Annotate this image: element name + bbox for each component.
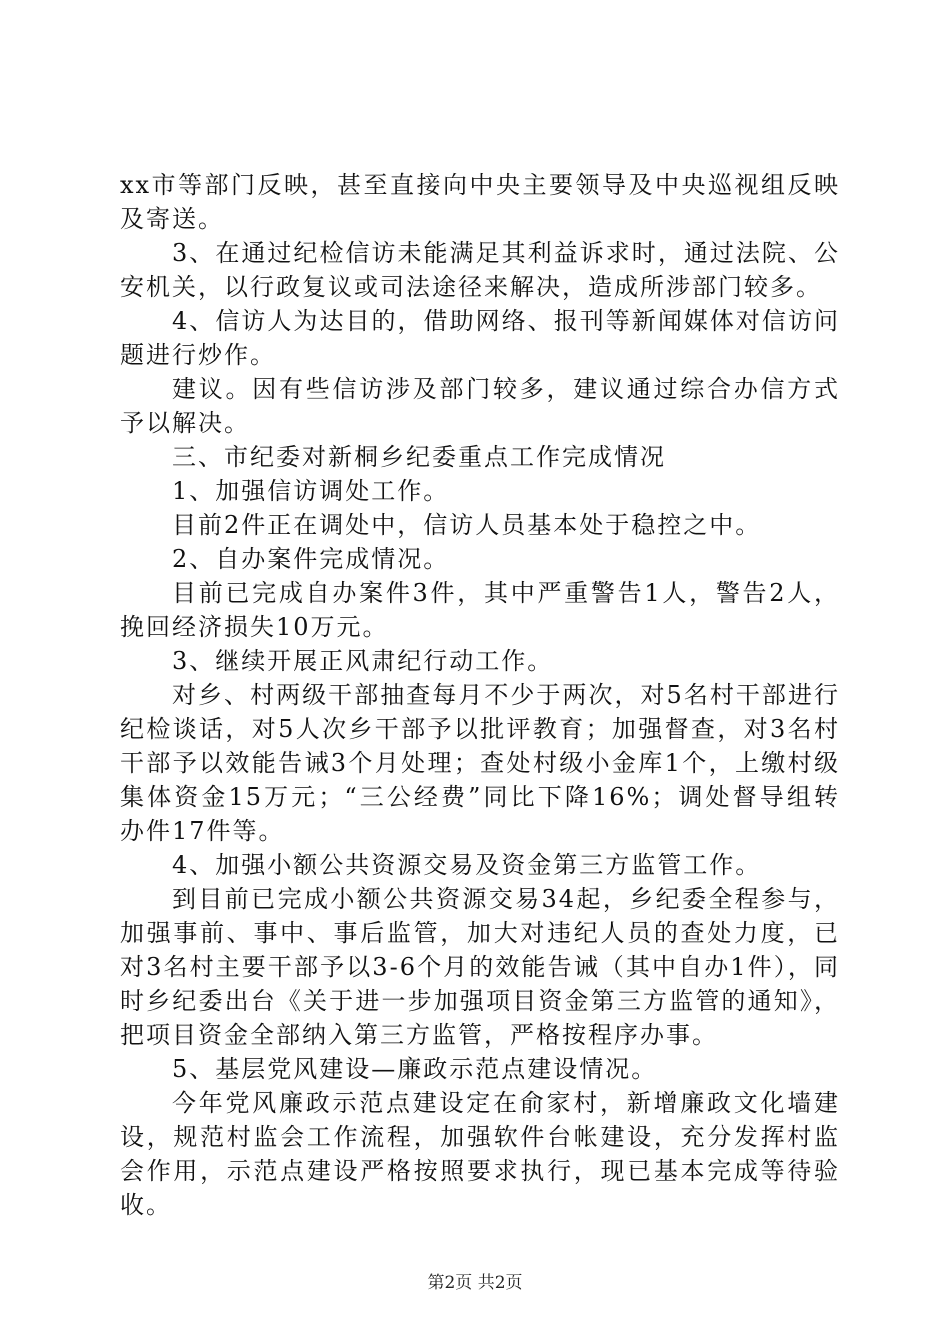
paragraph: 对乡、村两级干部抽查每月不少于两次，对5名村干部进行纪检谈话，对5人次乡干部予以批评教育；加强督查，对3名村干部予以效能告诫3个月处理；查处村级小金库1个，上缴村级集体资金15万元；“三公经费”同比下降16%；调处督导组转办件17件等。 bbox=[120, 681, 840, 845]
page-number-footer: 第2页 共2页 bbox=[427, 1273, 523, 1293]
subheading: 2、自办案件完成情况。 bbox=[172, 545, 450, 573]
paragraph: 建议。因有些信访涉及部门较多，建议通过综合办信方式予以解决。 bbox=[120, 375, 840, 437]
paragraph: 4、信访人为达目的，借助网络、报刊等新闻媒体对信访问题进行炒作。 bbox=[120, 307, 840, 369]
paragraph: 目前已完成自办案件3件，其中严重警告1人，警告2人，挽回经济损失10万元。 bbox=[120, 579, 840, 641]
section-heading: 三、市纪委对新桐乡纪委重点工作完成情况 bbox=[172, 443, 666, 471]
subheading: 3、继续开展正风肃纪行动工作。 bbox=[172, 647, 554, 675]
paragraph: 今年党风廉政示范点建设定在俞家村，新增廉政文化墙建设，规范村监会工作流程，加强软件台帐建设，充分发挥村监会作用，示范点建设严格按照要求执行，现已基本完成等待验收。 bbox=[120, 1089, 840, 1219]
subheading: 5、基层党风建设—廉政示范点建设情况。 bbox=[172, 1055, 658, 1083]
paragraph: xx市等部门反映，甚至直接向中央主要领导及中央巡视组反映及寄送。 bbox=[120, 171, 840, 233]
paragraph: 目前2件正在调处中，信访人员基本处于稳控之中。 bbox=[172, 511, 762, 539]
subheading: 4、加强小额公共资源交易及资金第三方监管工作。 bbox=[172, 851, 762, 879]
subheading: 1、加强信访调处工作。 bbox=[172, 477, 450, 505]
paragraph: 到目前已完成小额公共资源交易34起，乡纪委全程参与，加强事前、事中、事后监管，加大对违纪人员的查处力度，已对3名村主要干部予以3-6个月的效能告诫（其中自办1件），同时乡纪委出台《关于进一步加强项目资金第三方监管的通知》，把项目资金全部纳入第三方监管，严格按程序办事。 bbox=[120, 885, 840, 1049]
document-body bbox=[120, 168, 840, 1222]
paragraph: 3、在通过纪检信访未能满足其利益诉求时，通过法院、公安机关，以行政复议或司法途径来解决，造成所涉部门较多。 bbox=[120, 239, 840, 301]
